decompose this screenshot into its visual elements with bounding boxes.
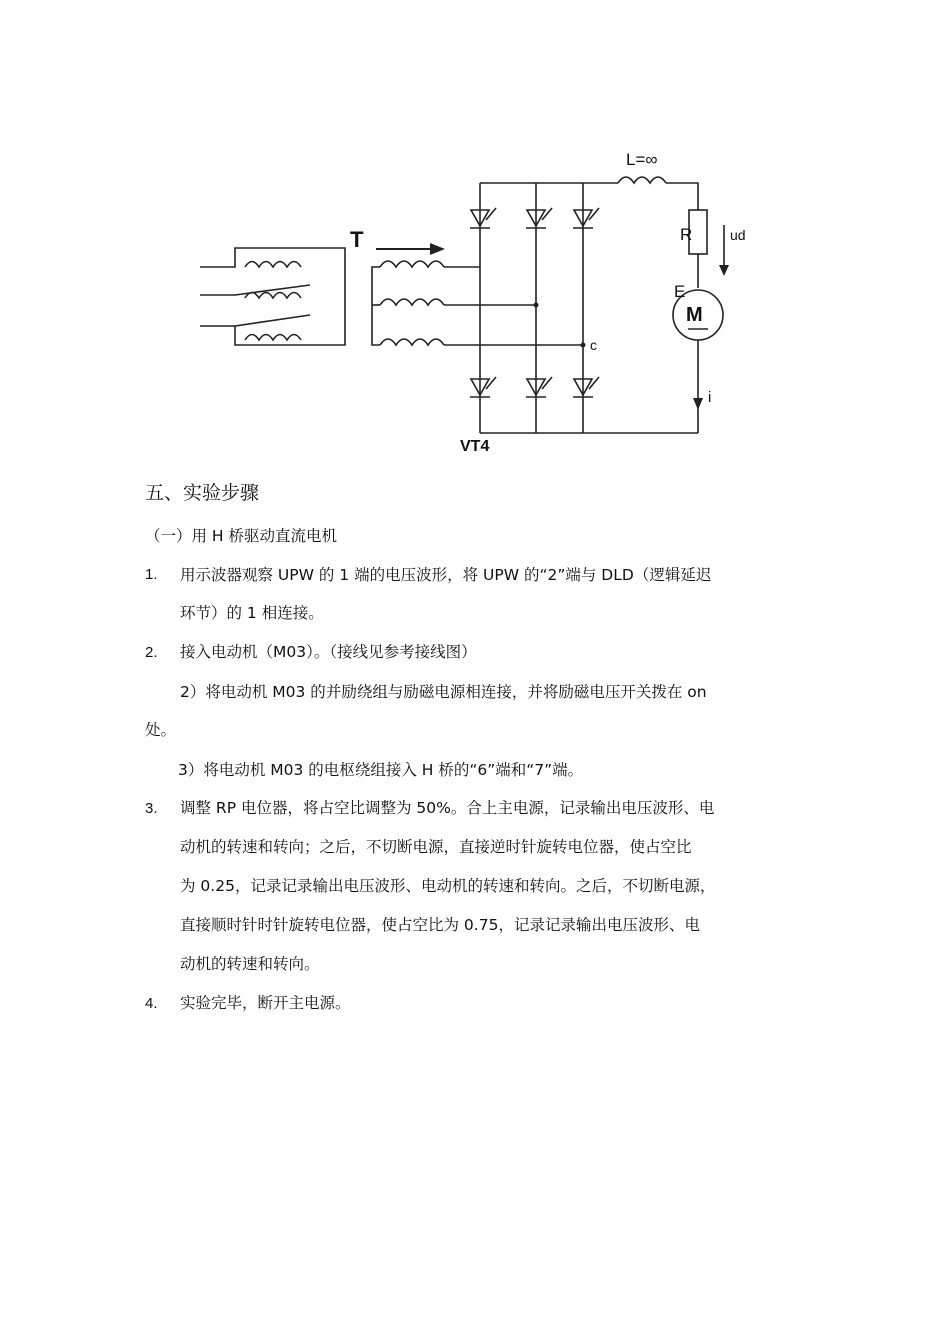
step-number: 4.	[145, 995, 158, 1012]
step-text-line: 调整 RP 电位器，将占空比调整为 50%。合上主电源，记录输出电压波形、电	[180, 799, 715, 817]
step-text-line: 用示波器观察 UPW 的 1 端的电压波形，将 UPW 的“2”端与 DLD（逻辑延迟	[180, 566, 712, 584]
section-title: 五、实验步骤	[145, 482, 260, 504]
circuit-svg	[190, 140, 750, 470]
voltage-label: ud	[730, 227, 746, 243]
substep-text-line: 3）将电动机 M03 的电枢绕组接入 H 桥的“6”端和“7”端。	[178, 761, 584, 779]
step-number: 2.	[145, 644, 158, 661]
resistor-label: R	[680, 225, 693, 244]
step-text-line: 为 0.25，记录记录输出电压波形、电动机的转速和转向。之后，不切断电源，	[180, 877, 716, 895]
step-text-line: 实验完毕，断开主电源。	[180, 994, 351, 1012]
transformer-label: T	[350, 227, 364, 252]
step-text-line: 直接顺时针时针旋转电位器，使占空比为 0.75，记录记录输出电压波形、电	[180, 916, 700, 934]
step-text-line: 环节）的 1 相连接。	[180, 604, 324, 622]
inductor-label: L=∞	[626, 150, 658, 169]
substep-text-line: 处。	[145, 721, 177, 739]
step-text-line: 动机的转速和转向；之后，不切断电源，直接逆时针旋转电位器，使占空比	[180, 838, 692, 856]
step-number: 1.	[145, 566, 158, 583]
circuit-diagram	[190, 140, 750, 470]
motor-label: M	[686, 304, 703, 326]
step-text-line: 接入电动机（M03）。（接线见参考接线图）	[180, 643, 477, 661]
emf-label: E	[674, 282, 686, 301]
step-text-line: 动机的转速和转向。	[180, 955, 320, 973]
node-c-label: c	[590, 337, 597, 353]
step-number: 3.	[145, 800, 158, 817]
substep-text-line: 2）将电动机 M03 的并励绕组与励磁电源相连接，并将励磁电压开关拨在 on	[180, 683, 707, 701]
section-subtitle: （一）用 H 桥驱动直流电机	[145, 527, 338, 545]
vt4-label: VT4	[460, 438, 490, 455]
current-label: i	[708, 389, 712, 406]
